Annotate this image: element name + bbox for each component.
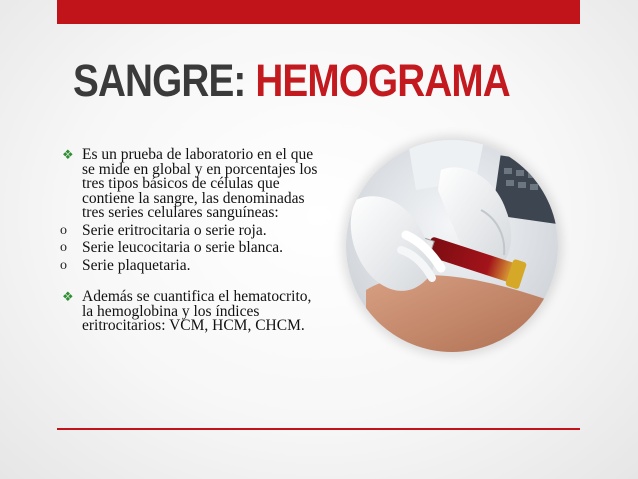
- list-item: [62, 290, 322, 334]
- bullet-list: [62, 148, 322, 337]
- blood-draw-photo: [346, 140, 558, 352]
- bullet-text: Además se cuantifica el hematocrito, la hemoglobina y los índices eritrocitarios: VCM, HCM, CHCM.: [82, 288, 312, 334]
- list-item: [62, 241, 322, 256]
- bullet-text: Serie eritrocitaria o serie roja.: [82, 221, 267, 239]
- list-item: [60, 221, 322, 239]
- diamond-bullet-icon: ❖: [62, 289, 74, 304]
- bottom-accent-line: [57, 428, 580, 430]
- title-part-sangre: SANGRE:: [73, 55, 256, 106]
- bullet-text: Serie leucocitaria o serie blanca.: [82, 239, 283, 256]
- circle-bullet-icon: o: [60, 257, 67, 273]
- bullet-text: Serie plaquetaria.: [82, 256, 191, 274]
- circle-bullet-icon: o: [60, 240, 67, 255]
- list-item: [62, 148, 322, 221]
- bullet-text: Es un prueba de laboratorio en el que se mide en global y en porcentajes los tres tipos básicos de células que contiene la sangre, las denominadas tres series celulares sanguíneas:: [82, 146, 318, 221]
- blood-draw-illustration: [346, 140, 558, 352]
- list-item: [60, 256, 322, 274]
- slide-title: [73, 55, 510, 106]
- circle-bullet-icon: o: [60, 222, 67, 238]
- title-part-hemograma: HEMOGRAMA: [255, 55, 510, 106]
- top-accent-bar: [57, 0, 580, 24]
- diamond-bullet-icon: ❖: [62, 147, 74, 162]
